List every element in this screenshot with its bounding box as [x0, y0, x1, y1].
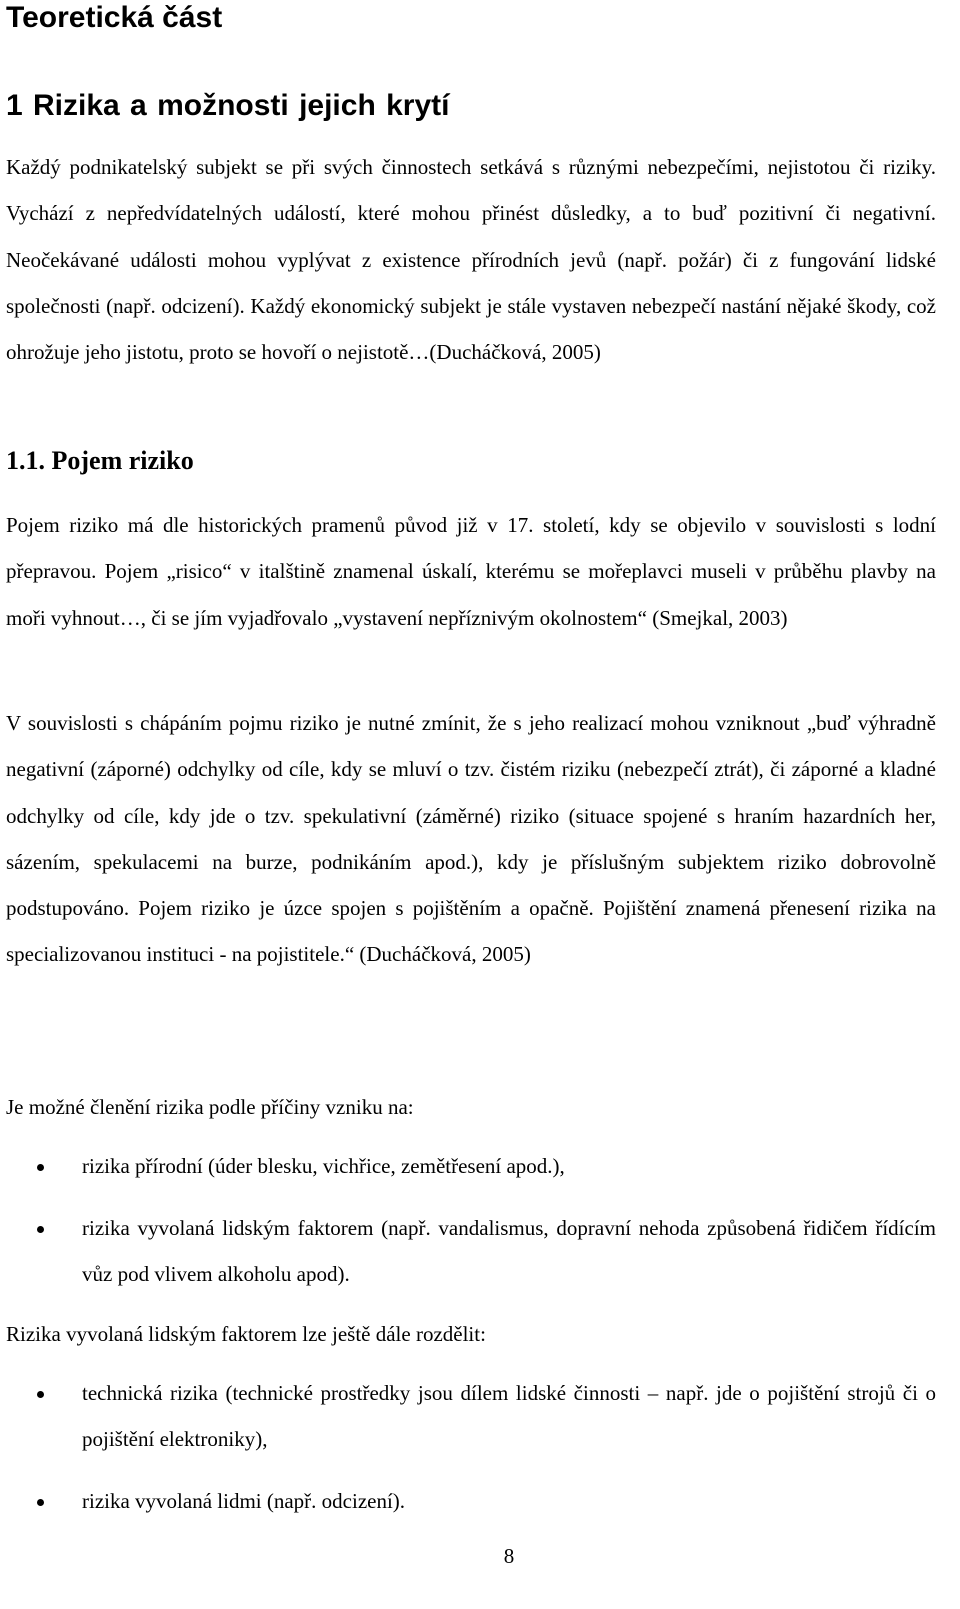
paragraph-risk-classification: Je možné členění rizika podle příčiny vzniku na:	[6, 1095, 414, 1119]
bullet-icon	[37, 1391, 44, 1398]
paragraph-risk-origin: Pojem riziko má dle historických pramenů původ již v 17. století, kdy se objevilo v souvislosti s lodní přepravou. Pojem „risico“ v italštině znamenal úskalí, kterému se mořeplavci museli v průběhu plavby na moři vyhnout…, či se jím vyjadřovalo „vystavení nepříznivým okolnostem“ (Smejkal, 2003)	[6, 513, 936, 630]
paragraph-risk-definition: V souvislosti s chápáním pojmu riziko je nutné zmínit, že s jeho realizací mohou vzniknout „buď výhradně negativní (záporné) odchylky od cíle, kdy se mluví o tzv. čistém riziku (nebezpečí ztrát), či záporné a kladné odchylky od cíle, kdy jde o tzv. spekulativní (záměrné) riziko (situace spojené s hraním hazardních her, sázením, spekulacemi na burze, podnikáním apod.), kdy je příslušným subjektem riziko dobrovolně podstupováno. Pojem riziko je úzce spojen s pojištěním a opačně. Pojištění znamená přenesení rizika na specializovanou instituci - na pojistitele.“ (Ducháčková, 2005)	[6, 711, 936, 967]
paragraph-intro: Každý podnikatelský subjekt se při svých činnostech setkává s různými nebezpečími, nejistotou či riziky. Vychází z nepředvídatelných událostí, které mohou přinést důsledky, a to buď pozitivní či negativní. Neočekávané události mohou vyplývat z existence přírodních jevů (např. požár) či z fungování lidské společnosti (např. odcizení). Každý ekonomický subjekt je stále vystaven nebezpečí nastání nějaké škody, což ohrožuje jeho jistotu, proto se hovoří o nejistotě…(Ducháčková, 2005)	[6, 155, 936, 365]
list-item-text: rizika vyvolaná lidským faktorem (např. vandalismus, dopravní nehoda způsobená řidičem řídícím vůz pod vlivem alkoholu apod).	[82, 1216, 936, 1287]
bullet-icon	[37, 1499, 44, 1506]
list-item-text: rizika přírodní (úder blesku, vichřice, zemětřesení apod.),	[82, 1154, 565, 1178]
section-title: Teoretická část	[6, 1, 223, 34]
list-item-text: technická rizika (technické prostředky jsou dílem lidské činnosti – např. jde o pojištění strojů či o pojištění elektroniky),	[82, 1381, 936, 1452]
bullet-icon	[37, 1164, 44, 1171]
bullet-icon	[37, 1226, 44, 1233]
paragraph-human-factor: Rizika vyvolaná lidským faktorem lze ještě dále rozdělit:	[6, 1322, 486, 1346]
list-item-text: rizika vyvolaná lidmi (např. odcizení).	[82, 1489, 406, 1513]
page-number: 8	[503, 1544, 515, 1568]
chapter-title: 1 Rizika a možnosti jejich krytí	[6, 89, 450, 122]
subsection-title: 1.1. Pojem riziko	[6, 446, 194, 475]
